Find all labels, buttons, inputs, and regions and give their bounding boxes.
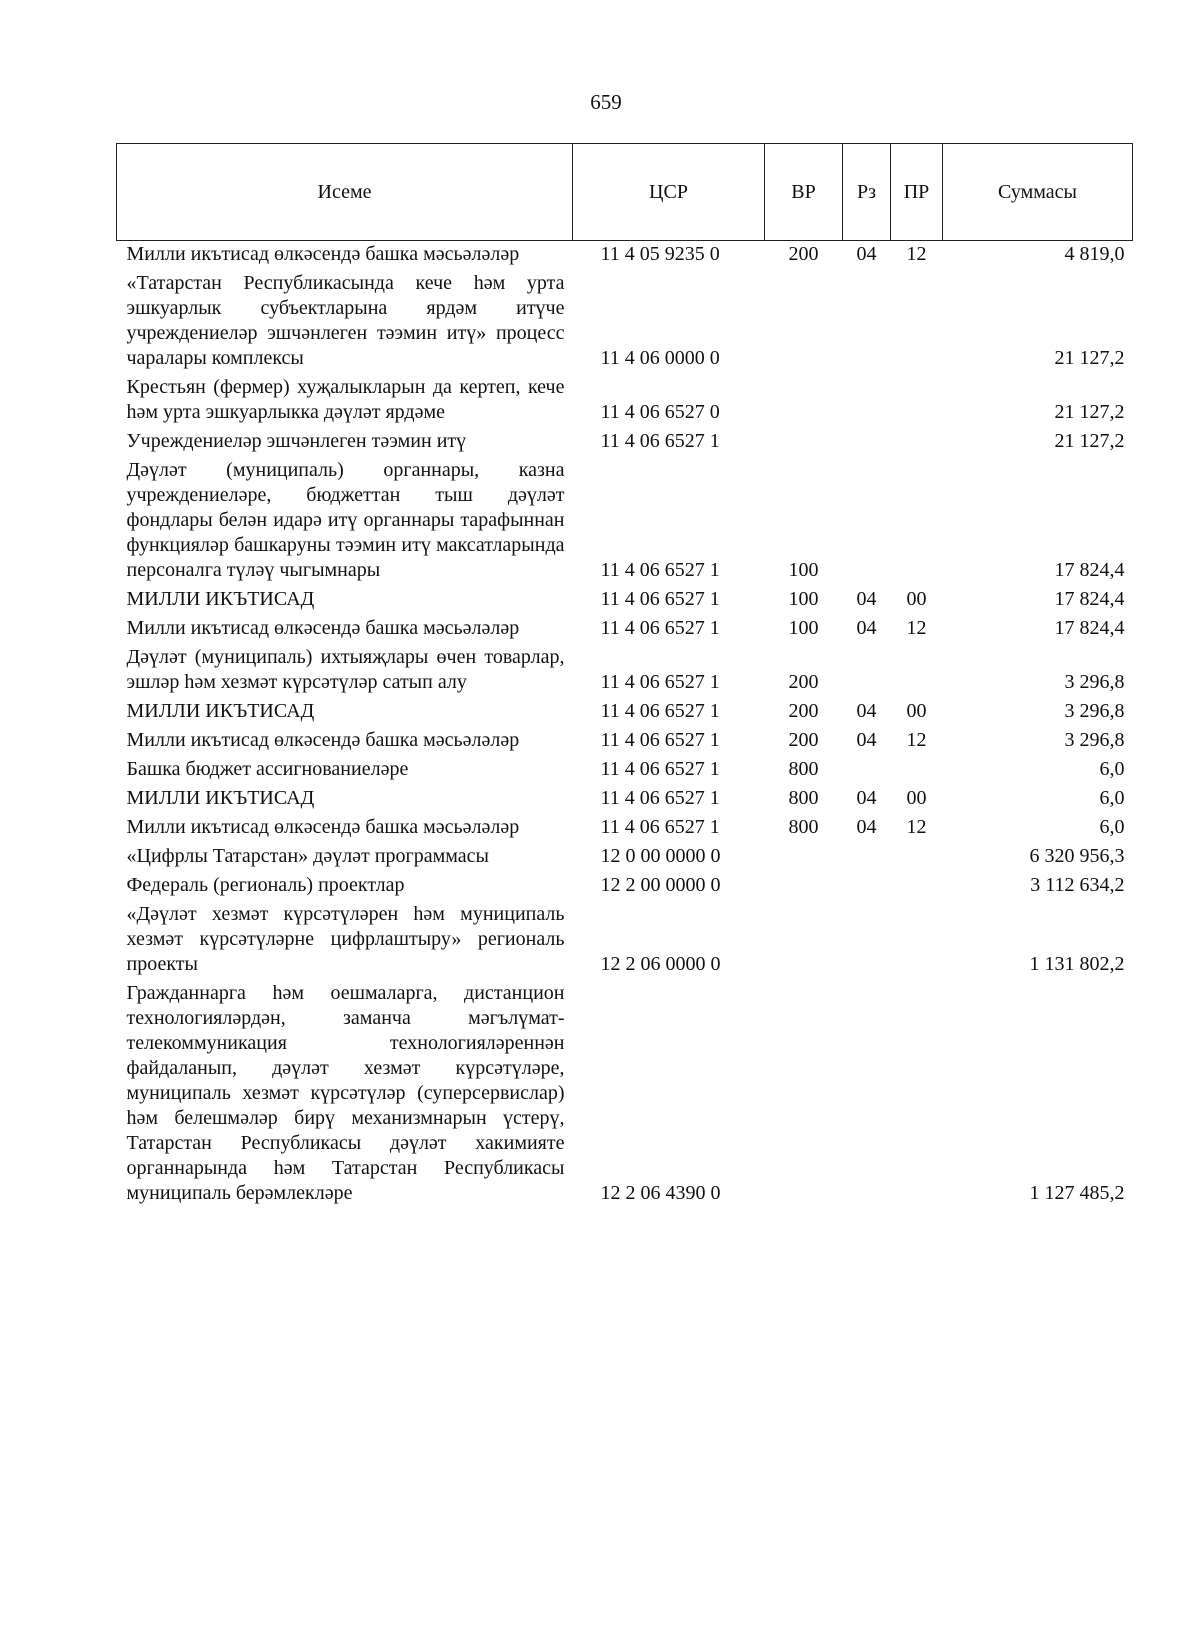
row-vr: 100 bbox=[788, 559, 819, 581]
row-pr: 12 bbox=[906, 243, 927, 265]
row-csr: 11 4 06 6527 1 bbox=[600, 729, 720, 751]
row-vr: 200 bbox=[788, 700, 819, 722]
row-pr bbox=[891, 428, 943, 457]
row-name: Милли икътисад өлкәсендә башка мәсьәләләр bbox=[126, 243, 520, 265]
header-sum: Суммасы bbox=[943, 144, 1133, 241]
row-vr: 200 bbox=[788, 243, 819, 265]
row-vr: 200 bbox=[788, 729, 819, 751]
row-rz bbox=[843, 980, 891, 1209]
row-vr bbox=[765, 901, 843, 980]
row-rz bbox=[843, 644, 891, 698]
row-rz: 04 bbox=[856, 617, 877, 639]
table-row bbox=[117, 241, 1133, 271]
row-sum: 21 127,2 bbox=[1054, 430, 1125, 452]
row-sum: 3 296,8 bbox=[1064, 671, 1125, 693]
table-row bbox=[117, 727, 1133, 756]
row-sum: 6,0 bbox=[1099, 758, 1125, 780]
header-pr: ПР bbox=[891, 144, 943, 241]
row-name: Федераль (региональ) проектлар bbox=[126, 874, 405, 896]
row-rz: 04 bbox=[856, 729, 877, 751]
row-sum: 3 296,8 bbox=[1064, 729, 1125, 751]
table-row bbox=[117, 980, 1133, 1209]
table-row bbox=[117, 698, 1133, 727]
row-name: «Дәүләт хезмәт күрсәтүләрен һәм муниципаль хезмәт күрсәтүләрне цифрлаштыру» региональ проекты bbox=[126, 903, 565, 975]
row-name: Учреждениеләр эшчәнлеген тәэмин итү bbox=[126, 430, 467, 452]
row-sum: 1 127 485,2 bbox=[1029, 1182, 1125, 1204]
header-vr: ВР bbox=[765, 144, 843, 241]
row-csr: 11 4 06 6527 0 bbox=[600, 401, 720, 423]
row-csr: 11 4 06 6527 1 bbox=[600, 758, 720, 780]
row-pr bbox=[891, 901, 943, 980]
row-csr: 12 2 00 0000 0 bbox=[600, 874, 721, 896]
row-sum: 6,0 bbox=[1099, 787, 1125, 809]
row-sum: 21 127,2 bbox=[1054, 401, 1125, 423]
row-vr bbox=[765, 270, 843, 374]
row-pr: 00 bbox=[906, 787, 927, 809]
row-pr: 12 bbox=[906, 729, 927, 751]
row-vr bbox=[765, 980, 843, 1209]
row-rz bbox=[843, 457, 891, 586]
table-row bbox=[117, 901, 1133, 980]
row-sum: 4 819,0 bbox=[1064, 243, 1125, 265]
row-sum: 21 127,2 bbox=[1054, 347, 1125, 369]
row-name: Милли икътисад өлкәсендә башка мәсьәләләр bbox=[126, 816, 520, 838]
row-vr: 800 bbox=[788, 787, 819, 809]
row-sum: 3 112 634,2 bbox=[1030, 874, 1125, 896]
row-rz: 04 bbox=[856, 787, 877, 809]
header-name: Исеме bbox=[117, 144, 573, 241]
row-name: «Татарстан Республикасында кече һәм урта эшкуарлык субъектларына ярдәм итүче учреждениеләр эшчәнлеген тәэмин итү» процесс чаралары комплексы bbox=[126, 272, 565, 369]
row-rz bbox=[843, 270, 891, 374]
table-row bbox=[117, 374, 1133, 428]
row-rz bbox=[843, 374, 891, 428]
row-csr: 11 4 06 6527 1 bbox=[600, 816, 720, 838]
row-vr bbox=[765, 428, 843, 457]
row-vr: 100 bbox=[788, 588, 819, 610]
row-rz: 04 bbox=[856, 816, 877, 838]
table-row bbox=[117, 814, 1133, 843]
table-row bbox=[117, 843, 1133, 872]
row-vr: 100 bbox=[788, 617, 819, 639]
page-number: 659 bbox=[590, 90, 622, 114]
row-rz bbox=[843, 901, 891, 980]
row-pr bbox=[891, 872, 943, 901]
row-sum: 6 320 956,3 bbox=[1029, 845, 1125, 867]
row-rz bbox=[843, 872, 891, 901]
table-row bbox=[117, 756, 1133, 785]
row-rz bbox=[843, 428, 891, 457]
row-rz bbox=[843, 756, 891, 785]
row-pr bbox=[891, 374, 943, 428]
row-name: Милли икътисад өлкәсендә башка мәсьәләләр bbox=[126, 617, 520, 639]
row-rz: 04 bbox=[856, 588, 877, 610]
table-row bbox=[117, 586, 1133, 615]
row-pr bbox=[891, 457, 943, 586]
row-sum: 17 824,4 bbox=[1054, 617, 1125, 639]
row-vr: 800 bbox=[788, 816, 819, 838]
row-csr: 12 0 00 0000 0 bbox=[600, 845, 721, 867]
row-vr bbox=[765, 374, 843, 428]
row-pr: 00 bbox=[906, 588, 927, 610]
row-rz bbox=[843, 843, 891, 872]
row-pr bbox=[891, 270, 943, 374]
row-pr bbox=[891, 843, 943, 872]
budget-table bbox=[116, 143, 1133, 1209]
row-csr: 12 2 06 4390 0 bbox=[600, 1182, 721, 1204]
row-pr: 00 bbox=[906, 700, 927, 722]
row-csr: 11 4 06 0000 0 bbox=[600, 347, 720, 369]
row-csr: 11 4 05 9235 0 bbox=[600, 243, 720, 265]
row-name: Милли икътисад өлкәсендә башка мәсьәләләр bbox=[126, 729, 520, 751]
header-csr: ЦСР bbox=[573, 144, 765, 241]
row-vr: 800 bbox=[788, 758, 819, 780]
row-name: Башка бюджет ассигнованиеләре bbox=[126, 758, 409, 780]
row-pr bbox=[891, 756, 943, 785]
row-rz: 04 bbox=[856, 700, 877, 722]
row-name: Гражданнарга һәм оешмаларга, дистанцион технологияләрдән, заманча мәгълүмат-телекоммуникация технологияләреннән файдаланып, дәүләт хезмәт күрсәтүләре, муниципаль хезмәт күрсәтүләр (суперсервислар) һәм белешмәләр бирү механизмнарын үстерү, Татарстан Республикасы дәүләт хакимияте органнарында һәм Татарстан Республикасы муниципаль берәмлекләре bbox=[126, 982, 565, 1204]
row-name: Крестьян (фермер) хуҗалыкларын да кертеп, кече һәм урта эшкуарлыкка дәүләт ярдәме bbox=[126, 376, 565, 423]
row-csr: 11 4 06 6527 1 bbox=[600, 559, 720, 581]
row-sum: 6,0 bbox=[1099, 816, 1125, 838]
row-sum: 17 824,4 bbox=[1054, 588, 1125, 610]
table-row bbox=[117, 457, 1133, 586]
table-row bbox=[117, 785, 1133, 814]
row-sum: 1 131 802,2 bbox=[1029, 953, 1125, 975]
table-row bbox=[117, 615, 1133, 644]
row-csr: 11 4 06 6527 1 bbox=[600, 700, 720, 722]
table-row bbox=[117, 644, 1133, 698]
row-name: МИЛЛИ ИКЪТИСАД bbox=[126, 588, 315, 610]
row-csr: 11 4 06 6527 1 bbox=[600, 787, 720, 809]
row-csr: 12 2 06 0000 0 bbox=[600, 953, 721, 975]
row-name: «Цифрлы Татарстан» дәүләт программасы bbox=[126, 845, 489, 867]
row-csr: 11 4 06 6527 1 bbox=[600, 588, 720, 610]
row-rz: 04 bbox=[856, 243, 877, 265]
table-row bbox=[117, 428, 1133, 457]
row-vr: 200 bbox=[788, 671, 819, 693]
row-vr bbox=[765, 872, 843, 901]
row-name: Дәүләт (муниципаль) ихтыяҗлары өчен товарлар, эшләр һәм хезмәт күрсәтүләр сатып алу bbox=[126, 646, 565, 693]
row-csr: 11 4 06 6527 1 bbox=[600, 671, 720, 693]
row-pr: 12 bbox=[906, 816, 927, 838]
row-name: МИЛЛИ ИКЪТИСАД bbox=[126, 787, 315, 809]
table-row bbox=[117, 270, 1133, 374]
row-vr bbox=[765, 843, 843, 872]
table-header bbox=[117, 144, 1133, 241]
row-sum: 17 824,4 bbox=[1054, 559, 1125, 581]
row-name: МИЛЛИ ИКЪТИСАД bbox=[126, 700, 315, 722]
row-sum: 3 296,8 bbox=[1064, 700, 1125, 722]
header-rz: Рз bbox=[843, 144, 891, 241]
row-name: Дәүләт (муниципаль) органнары, казна учреждениеләре, бюджеттан тыш дәүләт фондлары белән идарә итү органнары тарафыннан функцияләр башкаруны тәэмин итү максатларында персоналга түләү чыгымнары bbox=[126, 459, 565, 581]
table-row bbox=[117, 872, 1133, 901]
row-csr: 11 4 06 6527 1 bbox=[600, 430, 720, 452]
row-pr bbox=[891, 644, 943, 698]
row-pr bbox=[891, 980, 943, 1209]
table-body bbox=[117, 241, 1133, 1210]
row-csr: 11 4 06 6527 1 bbox=[600, 617, 720, 639]
row-pr: 12 bbox=[906, 617, 927, 639]
